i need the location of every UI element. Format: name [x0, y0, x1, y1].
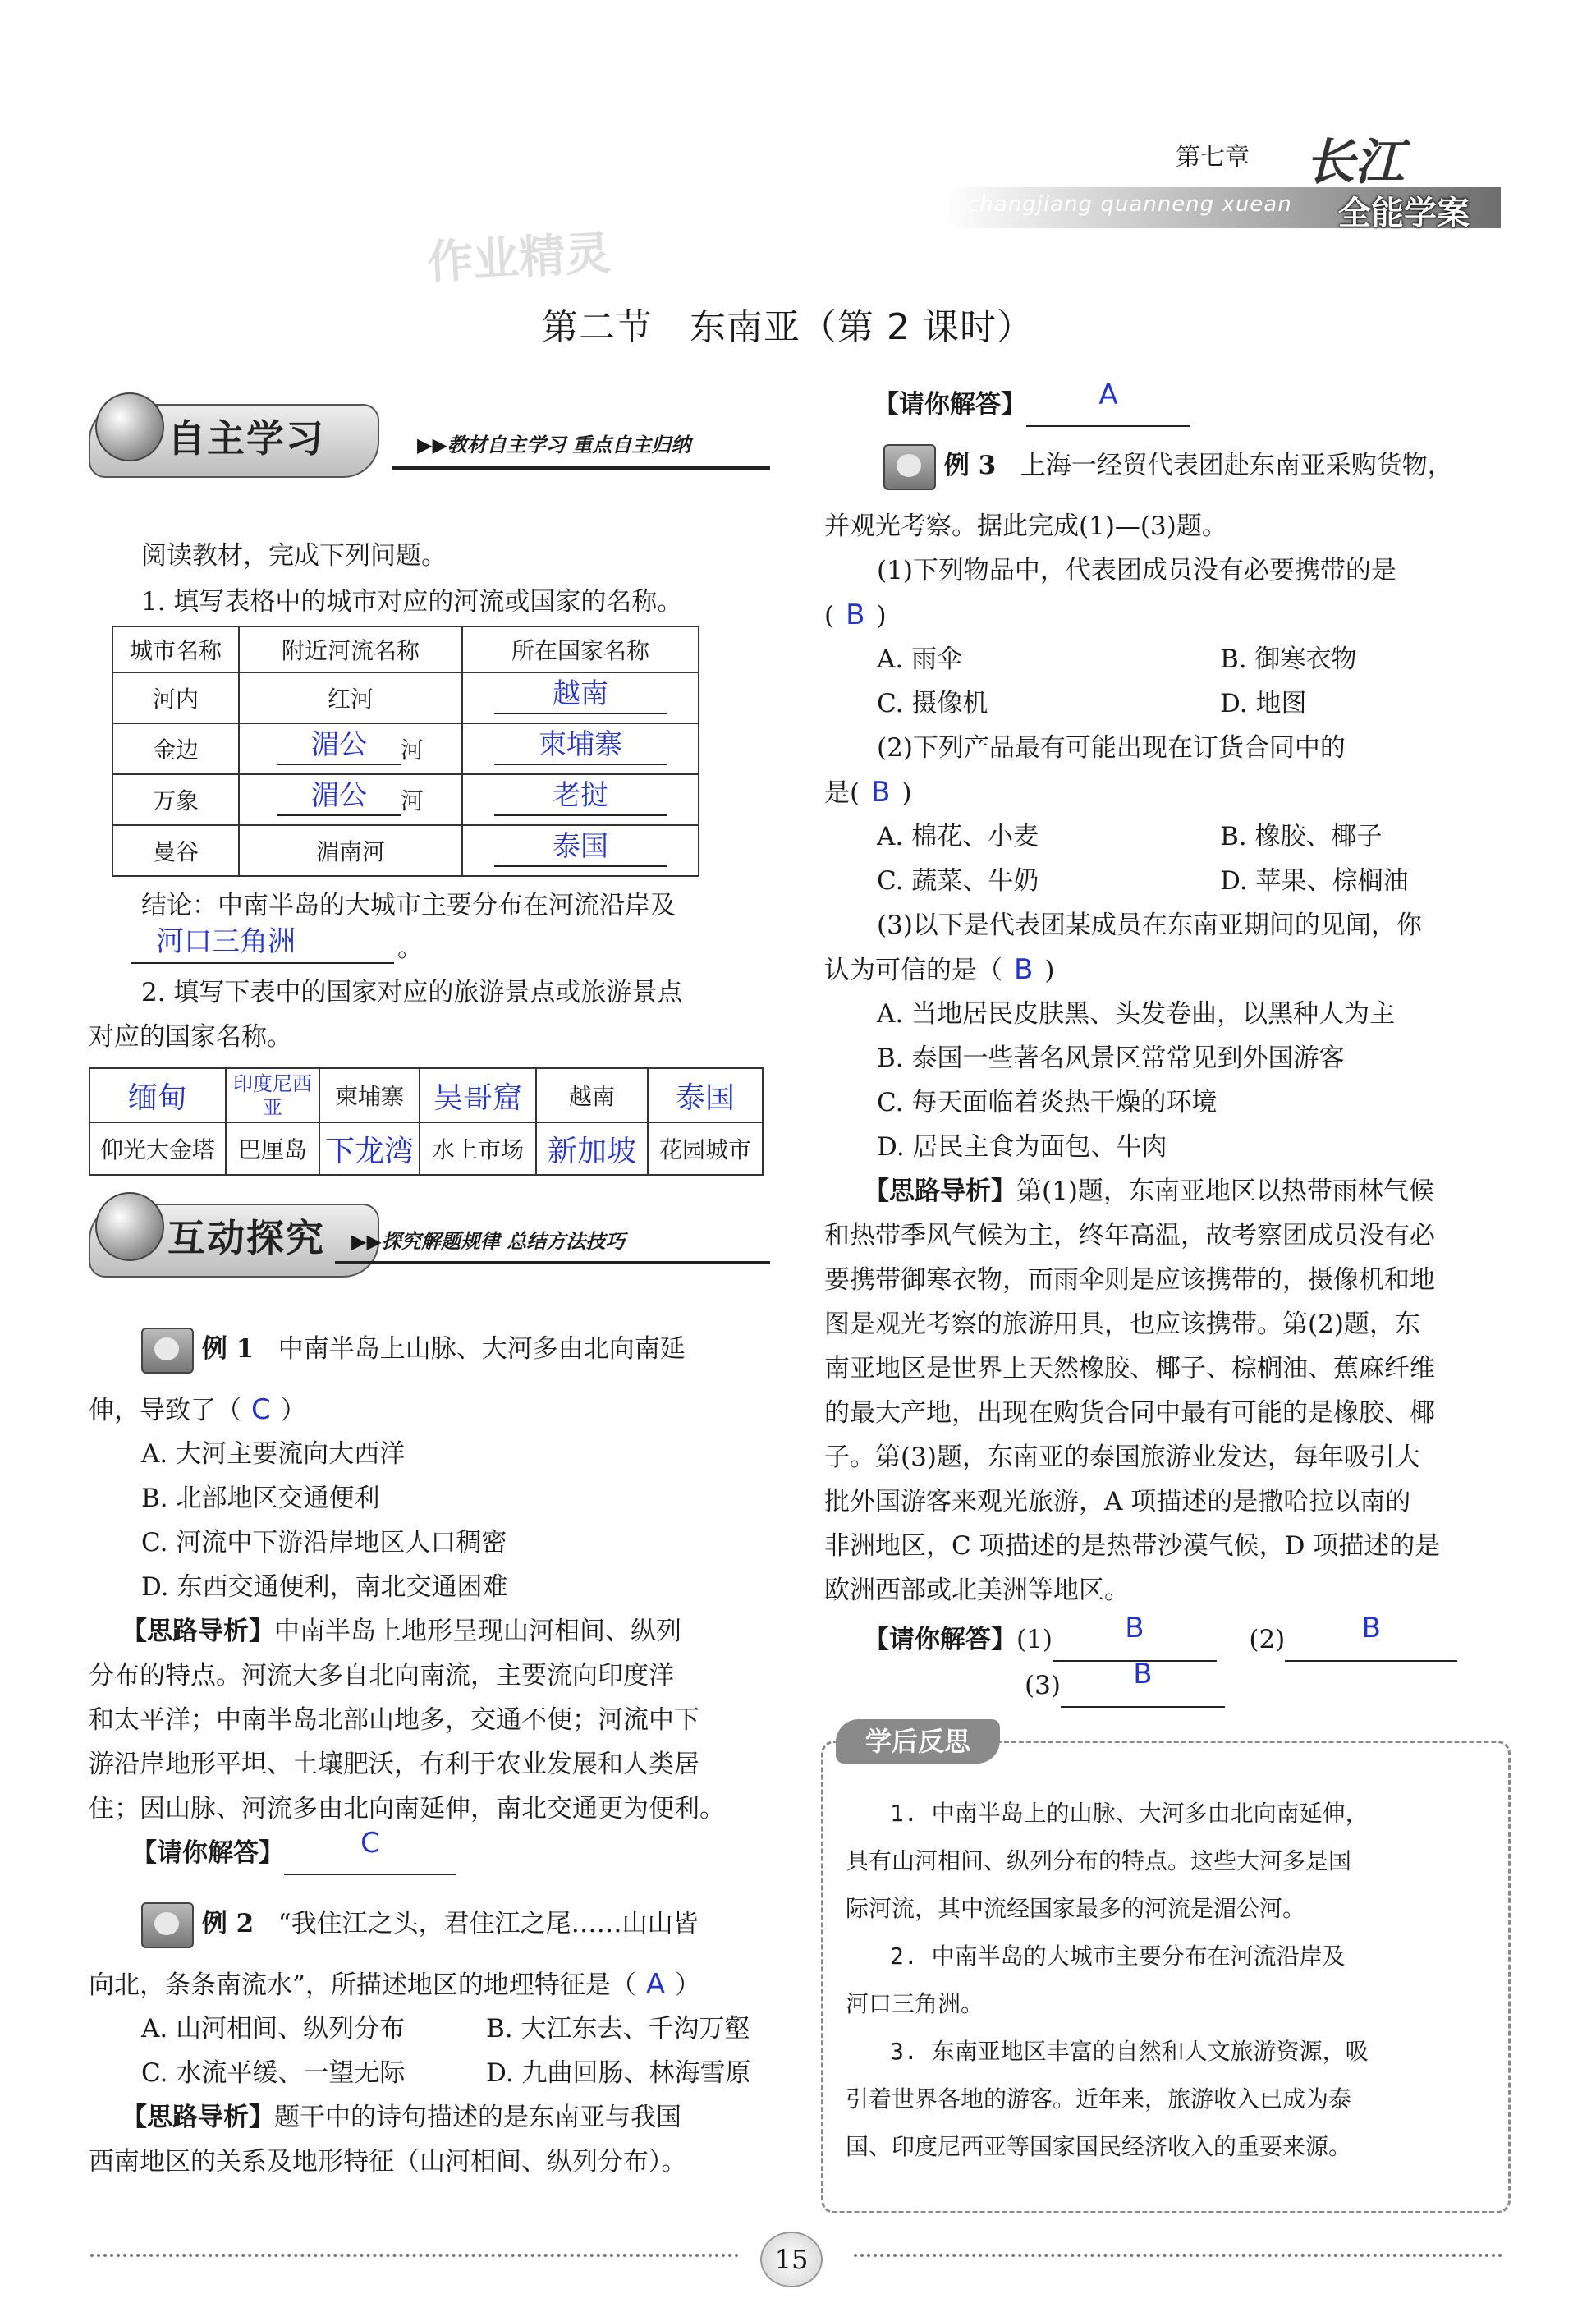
answer-choice: C	[251, 1393, 271, 1426]
tourism-cell	[536, 1122, 648, 1175]
table-row	[89, 1122, 763, 1175]
stem-end: ）	[280, 1396, 306, 1425]
analysis-line	[122, 2095, 681, 2140]
stem-text: 并观光考察。据此完成(1)—(3)题。	[824, 511, 1227, 541]
q1-line: (1)下列物品中，代表团成员没有必要携带的是	[877, 556, 1396, 585]
brand-logo: 长江	[1305, 134, 1404, 191]
country-cell	[462, 774, 699, 825]
option: D. 居民主食为面包、牛肉	[877, 1132, 1167, 1162]
answer-value: B	[1133, 1658, 1153, 1690]
city-table	[112, 626, 699, 877]
sub-label: (3)	[1025, 1671, 1061, 1700]
analysis-tag: 【思路导析】	[122, 2103, 274, 2132]
table-row	[112, 672, 699, 723]
analysis-text: 中南半岛上地形呈现山河相间、纵列	[274, 1617, 681, 1646]
country-answer: 泰国	[553, 830, 608, 863]
answer-choice: A	[645, 1968, 666, 2001]
analysis-line: 要携带御寒衣物，而雨伞则是应该携带的，摄像机和地	[824, 1265, 1435, 1295]
city-cell: 金边	[112, 723, 239, 774]
analysis-line: 南亚地区是世界上天然橡胶、椰子、棕榈油、蕉麻纤维	[824, 1354, 1435, 1383]
reflection-line: 1. 中南半岛上的山脉、大河多由北向南延伸，	[890, 1800, 1369, 1827]
city-cell: 河内	[112, 672, 239, 723]
globe-icon	[95, 392, 164, 461]
example-1-stem-cont	[89, 1388, 306, 1433]
country-answer: 印度尼西亚	[233, 1072, 312, 1119]
example-1	[141, 1327, 686, 1374]
conclusion-blank	[131, 924, 394, 964]
q2-text: 2. 填写下表中的国家对应的旅游景点或旅游景点	[141, 978, 683, 1007]
reflection-line: 国、印度尼西亚等国家国民经济收入的重要来源。	[846, 2133, 1352, 2160]
option: D. 苹果、棕榈油	[1220, 866, 1409, 896]
example-label: 例 1	[201, 1334, 255, 1364]
self-study-title: 自主学习	[167, 416, 325, 461]
example-icon	[141, 1328, 194, 1374]
q1-text: 1. 填写表格中的城市对应的河流或国家的名称。	[141, 587, 683, 617]
reflection-line: 2. 中南半岛的大城市主要分布在河流沿岸及	[890, 1943, 1346, 1970]
answer-choice: B	[846, 599, 865, 631]
table-row	[112, 774, 699, 825]
q2-line: (2)下列产品最有可能出现在订货合同中的	[877, 733, 1346, 763]
analysis-line: 图是观光考察的旅游用具，也应该携带。第(2)题，东	[824, 1310, 1420, 1339]
self-study-subtitle: ▶▶教材自主学习 重点自主归纳	[417, 433, 691, 456]
q2-paren: 是( B )	[824, 776, 912, 809]
answer-value: A	[1098, 378, 1118, 411]
example-stem: 上海一经贸代表团赴东南亚采购货物，	[1020, 451, 1453, 480]
answer-value: B	[1361, 1612, 1381, 1645]
analysis-line	[122, 1609, 681, 1654]
example-2	[141, 1901, 699, 1948]
country-cell	[462, 723, 699, 774]
example-icon	[883, 444, 936, 490]
conclusion-answer: 河口三角洲	[156, 925, 296, 958]
tourism-cell	[89, 1068, 226, 1122]
option: B. 泰国一些著名风景区常常见到外国游客	[877, 1044, 1345, 1073]
river-cell	[239, 774, 462, 825]
option: B. 御寒衣物	[1220, 645, 1357, 674]
tourism-cell	[648, 1068, 763, 1122]
option: B. 北部地区交通便利	[141, 1484, 380, 1513]
country-cell	[462, 825, 699, 876]
self-study-banner	[89, 392, 770, 483]
analysis-line: 和热带季风气候为主，终年高温，故考察团成员没有必	[824, 1221, 1435, 1250]
example-label: 例 3	[943, 451, 997, 480]
watermark: 作业精灵	[425, 226, 612, 290]
page-number	[760, 2232, 823, 2287]
answer-value: B	[1125, 1612, 1144, 1645]
tourism-cell	[226, 1068, 319, 1122]
intro-text: 阅读教材，完成下列问题。	[141, 541, 447, 571]
brand-name: 全能学案	[1338, 195, 1470, 232]
reflection-line: 具有山河相间、纵列分布的特点。这些大河多是国	[846, 1847, 1352, 1874]
option: D. 九曲回肠、林海雪原	[486, 2058, 751, 2088]
reflection-line: 际河流，其中流经国家最多的河流是湄公河。	[846, 1895, 1306, 1922]
analysis-text: 第(1)题，东南亚地区以热带雨林气候	[1016, 1177, 1434, 1206]
analysis-line: 子。第(3)题，东南亚的泰国旅游业发达，每年吸引大	[824, 1443, 1420, 1472]
option: C. 每天面临着炎热干燥的环境	[877, 1088, 1218, 1117]
river-answer: 湄公	[310, 728, 367, 761]
table-header: 附近河流名称	[239, 626, 462, 672]
example-label: 例 2	[201, 1909, 255, 1938]
reflection-line: 引着世界各地的游客。近年来，旅游收入已成为泰	[846, 2085, 1352, 2112]
option: C. 河流中下游沿岸地区人口稠密	[141, 1528, 507, 1557]
tourism-cell: 巴厘岛	[226, 1122, 319, 1175]
explore-title: 互动探究	[167, 1216, 325, 1260]
reflection-line: 3. 东南亚地区丰富的自然和人文旅游资源，吸	[890, 2038, 1369, 2065]
city-cell: 曼谷	[112, 825, 239, 876]
answer-line	[874, 378, 1190, 427]
country-answer: 新加坡	[547, 1134, 636, 1168]
example-3	[883, 443, 1453, 490]
answer-line	[1025, 1658, 1225, 1708]
river-cell: 湄南河	[239, 825, 462, 876]
footer-rule-right	[854, 2254, 1502, 2259]
river-suffix: 河	[400, 787, 424, 814]
option: C. 摄像机	[877, 689, 988, 718]
country-cell	[462, 672, 699, 723]
table-row	[89, 1068, 763, 1122]
sub-label: (2)	[1249, 1625, 1286, 1654]
example-stem: “我住江之头，君住江之尾……山山皆	[277, 1909, 699, 1938]
tourism-cell: 水上市场	[420, 1122, 536, 1175]
answer-line	[131, 1827, 456, 1875]
tourism-cell	[319, 1122, 420, 1175]
sub-label: (1)	[1016, 1625, 1053, 1654]
page-number-text: 15	[774, 2244, 809, 2275]
conclusion-end: 。	[397, 934, 423, 963]
analysis-line: 欧洲西部或北美洲等地区。	[824, 1576, 1130, 1605]
country-answer: 越南	[553, 677, 608, 710]
example-2-stem-cont	[89, 1962, 700, 2007]
answer-tag: 【请你解答】	[874, 390, 1026, 420]
tourism-cell: 花园城市	[648, 1122, 763, 1175]
reflection-line: 河口三角洲。	[846, 1990, 984, 2017]
option: C. 蔬菜、牛奶	[877, 866, 1039, 896]
tourism-table	[89, 1067, 764, 1176]
option: A. 大河主要流向大西洋	[141, 1439, 406, 1469]
page-title: 第二节 东南亚（第 2 课时）	[542, 306, 1034, 348]
analysis-line: 住；因山脉、河流多由北向南延伸，南北交通更为便利。	[89, 1794, 725, 1823]
answer-tag: 【请你解答】	[864, 1625, 1016, 1654]
country-answer: 泰国	[675, 1080, 735, 1115]
example-icon	[141, 1902, 194, 1948]
table-row	[112, 723, 699, 774]
city-cell: 万象	[112, 774, 239, 825]
river-cell: 红河	[239, 672, 462, 723]
country-answer: 缅甸	[127, 1080, 187, 1115]
analysis-tag: 【思路导析】	[122, 1617, 274, 1646]
conclusion-text: 结论：中南半岛的大城市主要分布在河流沿岸及	[141, 891, 676, 920]
option: A. 雨伞	[877, 645, 963, 674]
q2-prefix: 是(	[824, 778, 860, 808]
stem-end: ）	[675, 1970, 701, 2000]
q1-paren: ( B )	[824, 599, 887, 631]
option: D. 地图	[1220, 689, 1307, 718]
tourism-cell	[420, 1068, 536, 1122]
footer-rule-left	[90, 2254, 739, 2259]
option: A. 山河相间、纵列分布	[141, 2014, 406, 2044]
globe-icon	[95, 1192, 164, 1261]
stem-text: 向北，条条南流水”，所描述地区的地理特征是（	[89, 1970, 636, 2000]
option: B. 橡胶、椰子	[1220, 822, 1383, 851]
q2-text-cont: 对应的国家名称。	[89, 1022, 292, 1052]
table-header: 城市名称	[112, 626, 239, 672]
option: A. 棉花、小麦	[877, 822, 1039, 851]
analysis-line: 非洲地区，C 项描述的是热带沙漠气候，D 项描述的是	[824, 1531, 1441, 1561]
answer-choice: B	[1014, 953, 1034, 986]
q3-prefix: 认为可信的是（	[824, 956, 1002, 985]
tourism-cell: 柬埔寨	[319, 1068, 420, 1122]
explore-banner	[89, 1192, 770, 1282]
option: A. 当地居民皮肤黑、头发卷曲，以黑种人为主	[877, 999, 1396, 1029]
analysis-line: 分布的特点。河流大多自北向南流，主要流向印度洋	[89, 1661, 674, 1690]
answer-tag: 【请你解答】	[131, 1838, 284, 1868]
river-answer: 湄公	[310, 779, 367, 812]
example-stem: 中南半岛上山脉、大河多由北向南延	[277, 1334, 686, 1364]
analysis-text: 题干中的诗句描述的是东南亚与我国	[274, 2103, 681, 2132]
table-header: 所在国家名称	[462, 626, 699, 672]
explore-subtitle: ▶▶探究解题规律 总结方法技巧	[351, 1229, 626, 1253]
country-answer: 老挝	[553, 779, 608, 812]
site-answer: 吴哥窟	[433, 1080, 522, 1115]
option: B. 大江东去、千沟万壑	[486, 2014, 750, 2044]
tourism-cell: 仰光大金塔	[89, 1122, 226, 1175]
answer-choice: B	[871, 776, 891, 809]
chapter-label: 第七章	[1176, 143, 1250, 172]
option: D. 东西交通便利，南北交通困难	[141, 1572, 508, 1602]
analysis-line: 游沿岸地形平坦、土壤肥沃，有利于农业发展和人类居	[89, 1750, 699, 1779]
reflection-tag: 学后反思	[836, 1719, 1000, 1764]
analysis-tag: 【思路导析】	[864, 1177, 1016, 1206]
site-answer: 下龙湾	[324, 1134, 414, 1168]
brand-pinyin: changjiang quanneng xuean	[967, 192, 1292, 217]
analysis-line: 批外国游客来观光旅游，A 项描述的是撒哈拉以南的	[824, 1487, 1411, 1516]
stem-text: 伸，导致了（	[89, 1396, 241, 1425]
tourism-cell: 越南	[536, 1068, 648, 1122]
river-cell	[239, 723, 462, 774]
analysis-line: 的最大产地，出现在购货合同中最有可能的是橡胶、椰	[824, 1398, 1435, 1428]
analysis-line	[864, 1169, 1434, 1213]
country-answer: 柬埔寨	[539, 728, 622, 761]
option: C. 水流平缓、一望无际	[141, 2058, 406, 2088]
river-suffix: 河	[400, 736, 424, 764]
analysis-line: 西南地区的关系及地形特征（山河相间、纵列分布）。	[89, 2147, 687, 2177]
table-row	[112, 825, 699, 876]
q3-paren: 认为可信的是（ B )	[824, 953, 1055, 986]
answer-value: C	[360, 1827, 380, 1860]
analysis-line: 和太平洋；中南半岛北部山地多，交通不便；河流中下	[89, 1705, 699, 1735]
q3-line: (3)以下是代表团某成员在东南亚期间的见闻，你	[877, 911, 1422, 940]
